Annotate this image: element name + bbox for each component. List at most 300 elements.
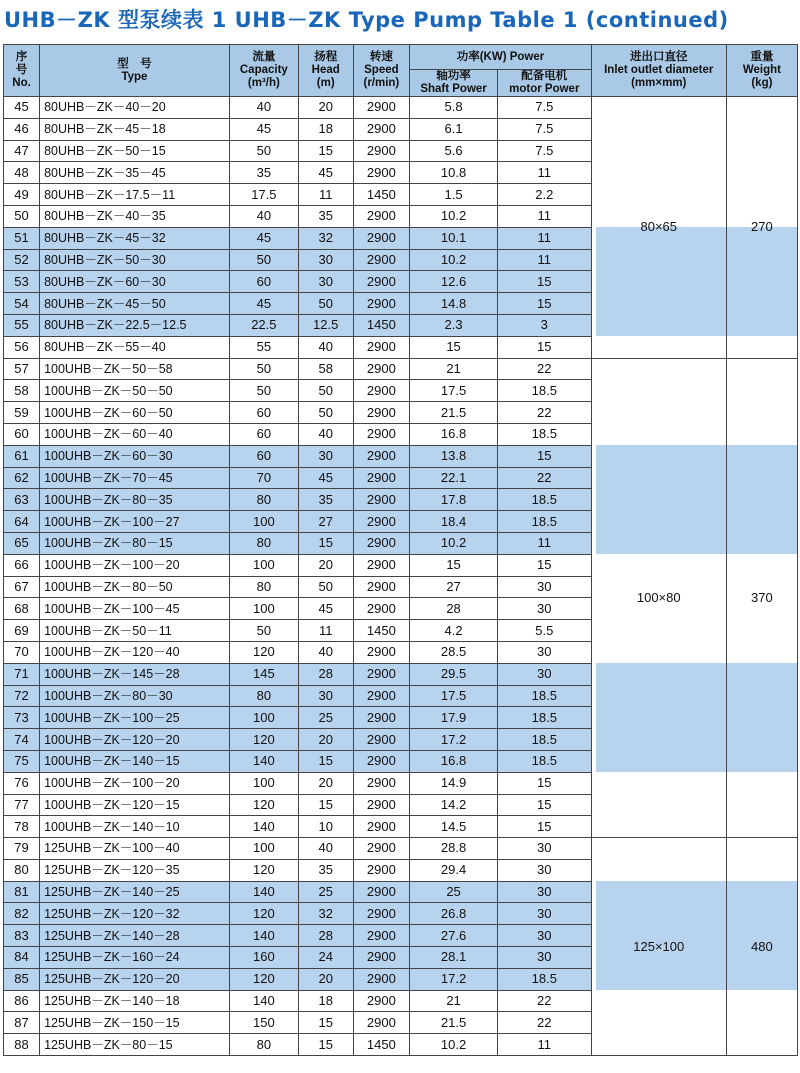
cell-no: 79: [4, 838, 40, 860]
cell-no: 56: [4, 336, 40, 358]
cell-head: 50: [298, 293, 353, 315]
cell-no: 47: [4, 140, 40, 162]
header-weight-en: Weight: [742, 64, 781, 76]
cell-motor: 30: [497, 838, 591, 860]
cell-head: 25: [298, 881, 353, 903]
cell-cap: 80: [229, 489, 298, 511]
cell-no: 69: [4, 620, 40, 642]
cell-no: 74: [4, 729, 40, 751]
cell-cap: 120: [229, 729, 298, 751]
cell-shaft: 21: [410, 990, 498, 1012]
cell-shaft: 10.2: [410, 249, 498, 271]
cell-speed: 2900: [353, 838, 410, 860]
cell-shaft: 14.2: [410, 794, 498, 816]
cell-head: 40: [298, 641, 353, 663]
cell-cap: 80: [229, 532, 298, 554]
header-shaft-power: [410, 70, 498, 97]
cell-type: 125UHB－ZK－120－20: [40, 968, 230, 990]
cell-type: 125UHB－ZK－100－40: [40, 838, 230, 860]
cell-no: 78: [4, 816, 40, 838]
cell-speed: 2900: [353, 598, 410, 620]
cell-motor: 30: [497, 859, 591, 881]
cell-shaft: 29.5: [410, 663, 498, 685]
cell-head: 20: [298, 554, 353, 576]
cell-shaft: 10.2: [410, 1034, 498, 1056]
cell-no: 88: [4, 1034, 40, 1056]
cell-speed: 2900: [353, 118, 410, 140]
header-power: 功率(KW) Power: [410, 45, 591, 70]
cell-speed: 2900: [353, 140, 410, 162]
cell-type: 100UHB－ZK－60－50: [40, 402, 230, 424]
cell-type: 80UHB－ZK－40－20: [40, 97, 230, 119]
header-speed-unit: (r/min): [363, 77, 400, 89]
cell-shaft: 17.9: [410, 707, 498, 729]
cell-shaft: 22.1: [410, 467, 498, 489]
cell-no: 86: [4, 990, 40, 1012]
cell-head: 50: [298, 402, 353, 424]
cell-no: 73: [4, 707, 40, 729]
cell-speed: 2900: [353, 947, 410, 969]
cell-speed: 2900: [353, 423, 410, 445]
cell-speed: 2900: [353, 402, 410, 424]
cell-type: 100UHB－ZK－145－28: [40, 663, 230, 685]
cell-type: 100UHB－ZK－80－35: [40, 489, 230, 511]
cell-cap: 160: [229, 947, 298, 969]
header-motor-en: motor Power: [509, 83, 580, 95]
cell-motor: 7.5: [497, 140, 591, 162]
cell-motor: 30: [497, 598, 591, 620]
cell-no: 54: [4, 293, 40, 315]
cell-motor: 11: [497, 162, 591, 184]
cell-shaft: 10.8: [410, 162, 498, 184]
cell-cap: 120: [229, 968, 298, 990]
cell-head: 45: [298, 162, 353, 184]
cell-type: 100UHB－ZK－50－50: [40, 380, 230, 402]
cell-no: 83: [4, 925, 40, 947]
cell-speed: 2900: [353, 663, 410, 685]
cell-cap: 55: [229, 336, 298, 358]
cell-type: 100UHB－ZK－100－25: [40, 707, 230, 729]
cell-cap: 100: [229, 707, 298, 729]
cell-diameter: 100×80: [591, 358, 726, 838]
header-head-cn: 扬程: [314, 51, 338, 63]
cell-shaft: 28.5: [410, 641, 498, 663]
cell-head: 58: [298, 358, 353, 380]
cell-no: 59: [4, 402, 40, 424]
cell-motor: 11: [497, 1034, 591, 1056]
cell-motor: 30: [497, 663, 591, 685]
cell-shaft: 10.1: [410, 227, 498, 249]
cell-type: 80UHB－ZK－50－15: [40, 140, 230, 162]
header-weight: [726, 45, 797, 97]
cell-type: 125UHB－ZK－140－28: [40, 925, 230, 947]
cell-speed: 2900: [353, 97, 410, 119]
cell-shaft: 27.6: [410, 925, 498, 947]
cell-cap: 80: [229, 1034, 298, 1056]
cell-head: 11: [298, 184, 353, 206]
cell-cap: 50: [229, 249, 298, 271]
cell-head: 27: [298, 511, 353, 533]
cell-head: 40: [298, 423, 353, 445]
cell-speed: 2900: [353, 925, 410, 947]
cell-motor: 2.2: [497, 184, 591, 206]
cell-no: 49: [4, 184, 40, 206]
cell-shaft: 10.2: [410, 205, 498, 227]
header-weight-unit: (kg): [751, 77, 773, 89]
cell-motor: 15: [497, 293, 591, 315]
cell-no: 48: [4, 162, 40, 184]
header-shaft-cn: 轴功率: [436, 70, 471, 82]
cell-type: 100UHB－ZK－50－58: [40, 358, 230, 380]
cell-no: 65: [4, 532, 40, 554]
cell-type: 125UHB－ZK－140－25: [40, 881, 230, 903]
cell-shaft: 10.2: [410, 532, 498, 554]
cell-weight: 370: [726, 358, 797, 838]
cell-head: 15: [298, 1012, 353, 1034]
cell-speed: 2900: [353, 380, 410, 402]
cell-motor: 7.5: [497, 118, 591, 140]
cell-speed: 2900: [353, 990, 410, 1012]
cell-no: 80: [4, 859, 40, 881]
cell-motor: 18.5: [497, 707, 591, 729]
cell-diameter: 125×100: [591, 838, 726, 1056]
cell-type: 80UHB－ZK－45－18: [40, 118, 230, 140]
cell-motor: 18.5: [497, 423, 591, 445]
header-diameter-unit: (mm×mm): [631, 77, 687, 89]
cell-motor: 11: [497, 249, 591, 271]
cell-no: 87: [4, 1012, 40, 1034]
cell-shaft: 17.5: [410, 380, 498, 402]
cell-type: 100UHB－ZK－60－30: [40, 445, 230, 467]
header-shaft-en: Shaft Power: [420, 83, 487, 95]
cell-shaft: 17.5: [410, 685, 498, 707]
cell-shaft: 21: [410, 358, 498, 380]
cell-no: 61: [4, 445, 40, 467]
cell-motor: 18.5: [497, 729, 591, 751]
header-weight-cn: 重量: [750, 51, 774, 63]
cell-type: 80UHB－ZK－17.5－11: [40, 184, 230, 206]
cell-speed: 2900: [353, 816, 410, 838]
cell-no: 62: [4, 467, 40, 489]
cell-cap: 45: [229, 293, 298, 315]
cell-cap: 60: [229, 423, 298, 445]
header-no: 序 号 No.: [4, 45, 40, 97]
cell-motor: 18.5: [497, 489, 591, 511]
cell-cap: 45: [229, 227, 298, 249]
cell-motor: 18.5: [497, 380, 591, 402]
cell-cap: 60: [229, 402, 298, 424]
cell-shaft: 17.2: [410, 729, 498, 751]
cell-head: 18: [298, 990, 353, 1012]
cell-no: 50: [4, 205, 40, 227]
cell-type: 80UHB－ZK－55－40: [40, 336, 230, 358]
cell-type: 125UHB－ZK－120－35: [40, 859, 230, 881]
cell-head: 10: [298, 816, 353, 838]
cell-speed: 2900: [353, 794, 410, 816]
header-type-cn: 型 号: [117, 57, 152, 70]
cell-motor: 15: [497, 445, 591, 467]
cell-type: 100UHB－ZK－80－30: [40, 685, 230, 707]
cell-shaft: 28: [410, 598, 498, 620]
cell-type: 100UHB－ZK－70－45: [40, 467, 230, 489]
cell-head: 40: [298, 838, 353, 860]
table-body: [4, 97, 798, 1056]
cell-head: 28: [298, 925, 353, 947]
cell-type: 125UHB－ZK－80－15: [40, 1034, 230, 1056]
cell-head: 24: [298, 947, 353, 969]
cell-shaft: 15: [410, 554, 498, 576]
cell-shaft: 2.3: [410, 314, 498, 336]
cell-speed: 2900: [353, 729, 410, 751]
cell-type: 125UHB－ZK－150－15: [40, 1012, 230, 1034]
cell-head: 45: [298, 467, 353, 489]
header-head-unit: (m): [316, 77, 335, 89]
cell-shaft: 14.5: [410, 816, 498, 838]
header-speed-cn: 转速: [369, 51, 393, 63]
cell-head: 32: [298, 903, 353, 925]
cell-speed: 2900: [353, 511, 410, 533]
cell-motor: 30: [497, 903, 591, 925]
header-capacity-en: Capacity: [239, 64, 288, 76]
cell-cap: 35: [229, 162, 298, 184]
cell-no: 71: [4, 663, 40, 685]
cell-head: 30: [298, 445, 353, 467]
cell-speed: 2900: [353, 881, 410, 903]
cell-motor: 7.5: [497, 97, 591, 119]
cell-head: 15: [298, 750, 353, 772]
cell-no: 51: [4, 227, 40, 249]
cell-motor: 15: [497, 336, 591, 358]
cell-head: 20: [298, 968, 353, 990]
header-motor-cn: 配备电机: [521, 70, 568, 82]
cell-shaft: 16.8: [410, 750, 498, 772]
cell-cap: 50: [229, 380, 298, 402]
cell-motor: 22: [497, 467, 591, 489]
cell-cap: 140: [229, 925, 298, 947]
header-head-en: Head: [311, 64, 340, 76]
cell-speed: 2900: [353, 227, 410, 249]
cell-cap: 60: [229, 271, 298, 293]
cell-motor: 15: [497, 772, 591, 794]
table-row: [4, 97, 798, 119]
cell-cap: 70: [229, 467, 298, 489]
cell-head: 18: [298, 118, 353, 140]
cell-no: 45: [4, 97, 40, 119]
cell-motor: 30: [497, 881, 591, 903]
cell-cap: 140: [229, 750, 298, 772]
cell-head: 50: [298, 380, 353, 402]
cell-type: 80UHB－ZK－50－30: [40, 249, 230, 271]
cell-shaft: 28.8: [410, 838, 498, 860]
cell-speed: 2900: [353, 750, 410, 772]
cell-no: 63: [4, 489, 40, 511]
cell-shaft: 1.5: [410, 184, 498, 206]
cell-no: 82: [4, 903, 40, 925]
cell-speed: 2900: [353, 532, 410, 554]
cell-no: 70: [4, 641, 40, 663]
cell-type: 100UHB－ZK－100－20: [40, 772, 230, 794]
cell-cap: 140: [229, 990, 298, 1012]
cell-shaft: 21.5: [410, 1012, 498, 1034]
header-diameter: [591, 45, 726, 97]
cell-shaft: 16.8: [410, 423, 498, 445]
cell-speed: 2900: [353, 162, 410, 184]
header-diameter-en: Inlet outlet diameter: [604, 64, 714, 76]
cell-head: 15: [298, 140, 353, 162]
cell-type: 80UHB－ZK－22.5－12.5: [40, 314, 230, 336]
cell-head: 35: [298, 489, 353, 511]
cell-cap: 145: [229, 663, 298, 685]
cell-speed: 2900: [353, 903, 410, 925]
cell-type: 100UHB－ZK－80－15: [40, 532, 230, 554]
cell-motor: 30: [497, 947, 591, 969]
cell-head: 30: [298, 271, 353, 293]
cell-no: 84: [4, 947, 40, 969]
header-type-en: Type: [121, 70, 148, 83]
cell-shaft: 5.6: [410, 140, 498, 162]
header-head: [298, 45, 353, 97]
cell-shaft: 4.2: [410, 620, 498, 642]
cell-motor: 3: [497, 314, 591, 336]
cell-weight: 270: [726, 97, 797, 359]
cell-speed: 2900: [353, 249, 410, 271]
cell-head: 50: [298, 576, 353, 598]
cell-type: 80UHB－ZK－35－45: [40, 162, 230, 184]
header-motor-power: [497, 70, 591, 97]
cell-head: 40: [298, 336, 353, 358]
cell-motor: 18.5: [497, 750, 591, 772]
cell-cap: 40: [229, 205, 298, 227]
cell-head: 35: [298, 205, 353, 227]
cell-type: 100UHB－ZK－100－45: [40, 598, 230, 620]
cell-shaft: 25: [410, 881, 498, 903]
cell-motor: 22: [497, 402, 591, 424]
cell-speed: 1450: [353, 1034, 410, 1056]
cell-shaft: 5.8: [410, 97, 498, 119]
cell-cap: 17.5: [229, 184, 298, 206]
cell-head: 12.5: [298, 314, 353, 336]
cell-shaft: 29.4: [410, 859, 498, 881]
cell-no: 67: [4, 576, 40, 598]
cell-no: 72: [4, 685, 40, 707]
cell-cap: 50: [229, 620, 298, 642]
cell-motor: 18.5: [497, 968, 591, 990]
cell-motor: 22: [497, 358, 591, 380]
cell-motor: 15: [497, 271, 591, 293]
cell-shaft: 18.4: [410, 511, 498, 533]
cell-type: 100UHB－ZK－100－20: [40, 554, 230, 576]
cell-cap: 45: [229, 118, 298, 140]
header-capacity: [229, 45, 298, 97]
cell-speed: 2900: [353, 293, 410, 315]
cell-cap: 140: [229, 816, 298, 838]
cell-speed: 2900: [353, 707, 410, 729]
cell-type: 100UHB－ZK－120－15: [40, 794, 230, 816]
cell-head: 35: [298, 859, 353, 881]
cell-shaft: 13.8: [410, 445, 498, 467]
cell-motor: 22: [497, 1012, 591, 1034]
cell-type: 100UHB－ZK－120－20: [40, 729, 230, 751]
cell-cap: 40: [229, 97, 298, 119]
cell-head: 32: [298, 227, 353, 249]
cell-no: 68: [4, 598, 40, 620]
cell-type: 100UHB－ZK－80－50: [40, 576, 230, 598]
cell-speed: 2900: [353, 358, 410, 380]
header-speed: [353, 45, 410, 97]
cell-diameter: 80×65: [591, 97, 726, 359]
cell-no: 81: [4, 881, 40, 903]
cell-cap: 120: [229, 903, 298, 925]
cell-no: 60: [4, 423, 40, 445]
cell-cap: 80: [229, 576, 298, 598]
cell-no: 75: [4, 750, 40, 772]
cell-no: 85: [4, 968, 40, 990]
cell-type: 100UHB－ZK－140－15: [40, 750, 230, 772]
cell-speed: 1450: [353, 314, 410, 336]
cell-head: 45: [298, 598, 353, 620]
cell-no: 58: [4, 380, 40, 402]
cell-speed: 2900: [353, 576, 410, 598]
cell-no: 53: [4, 271, 40, 293]
table-row: [4, 358, 798, 380]
cell-head: 20: [298, 729, 353, 751]
cell-head: 20: [298, 97, 353, 119]
cell-motor: 11: [497, 532, 591, 554]
header-type: [40, 45, 230, 97]
cell-speed: 2900: [353, 1012, 410, 1034]
header-speed-en: Speed: [364, 64, 399, 76]
cell-cap: 50: [229, 358, 298, 380]
cell-cap: 100: [229, 554, 298, 576]
cell-no: 76: [4, 772, 40, 794]
cell-cap: 120: [229, 859, 298, 881]
cell-speed: 2900: [353, 685, 410, 707]
cell-type: 80UHB－ZK－60－30: [40, 271, 230, 293]
cell-speed: 2900: [353, 859, 410, 881]
cell-speed: 2900: [353, 445, 410, 467]
cell-motor: 18.5: [497, 685, 591, 707]
cell-no: 57: [4, 358, 40, 380]
cell-cap: 80: [229, 685, 298, 707]
cell-type: 125UHB－ZK－160－24: [40, 947, 230, 969]
cell-type: 100UHB－ZK－120－40: [40, 641, 230, 663]
cell-motor: 30: [497, 576, 591, 598]
header-capacity-cn: 流量: [252, 51, 276, 63]
cell-shaft: 17.2: [410, 968, 498, 990]
cell-type: 80UHB－ZK－45－32: [40, 227, 230, 249]
cell-head: 11: [298, 620, 353, 642]
cell-head: 25: [298, 707, 353, 729]
cell-shaft: 17.8: [410, 489, 498, 511]
cell-motor: 22: [497, 990, 591, 1012]
cell-shaft: 12.6: [410, 271, 498, 293]
cell-speed: 2900: [353, 489, 410, 511]
cell-cap: 140: [229, 881, 298, 903]
cell-speed: 2900: [353, 772, 410, 794]
cell-no: 66: [4, 554, 40, 576]
cell-motor: 15: [497, 794, 591, 816]
cell-type: 100UHB－ZK－60－40: [40, 423, 230, 445]
cell-motor: 30: [497, 925, 591, 947]
cell-head: 30: [298, 685, 353, 707]
cell-no: 52: [4, 249, 40, 271]
cell-motor: 11: [497, 205, 591, 227]
cell-head: 30: [298, 249, 353, 271]
cell-cap: 120: [229, 794, 298, 816]
cell-head: 15: [298, 794, 353, 816]
cell-motor: 18.5: [497, 511, 591, 533]
cell-type: 100UHB－ZK－50－11: [40, 620, 230, 642]
